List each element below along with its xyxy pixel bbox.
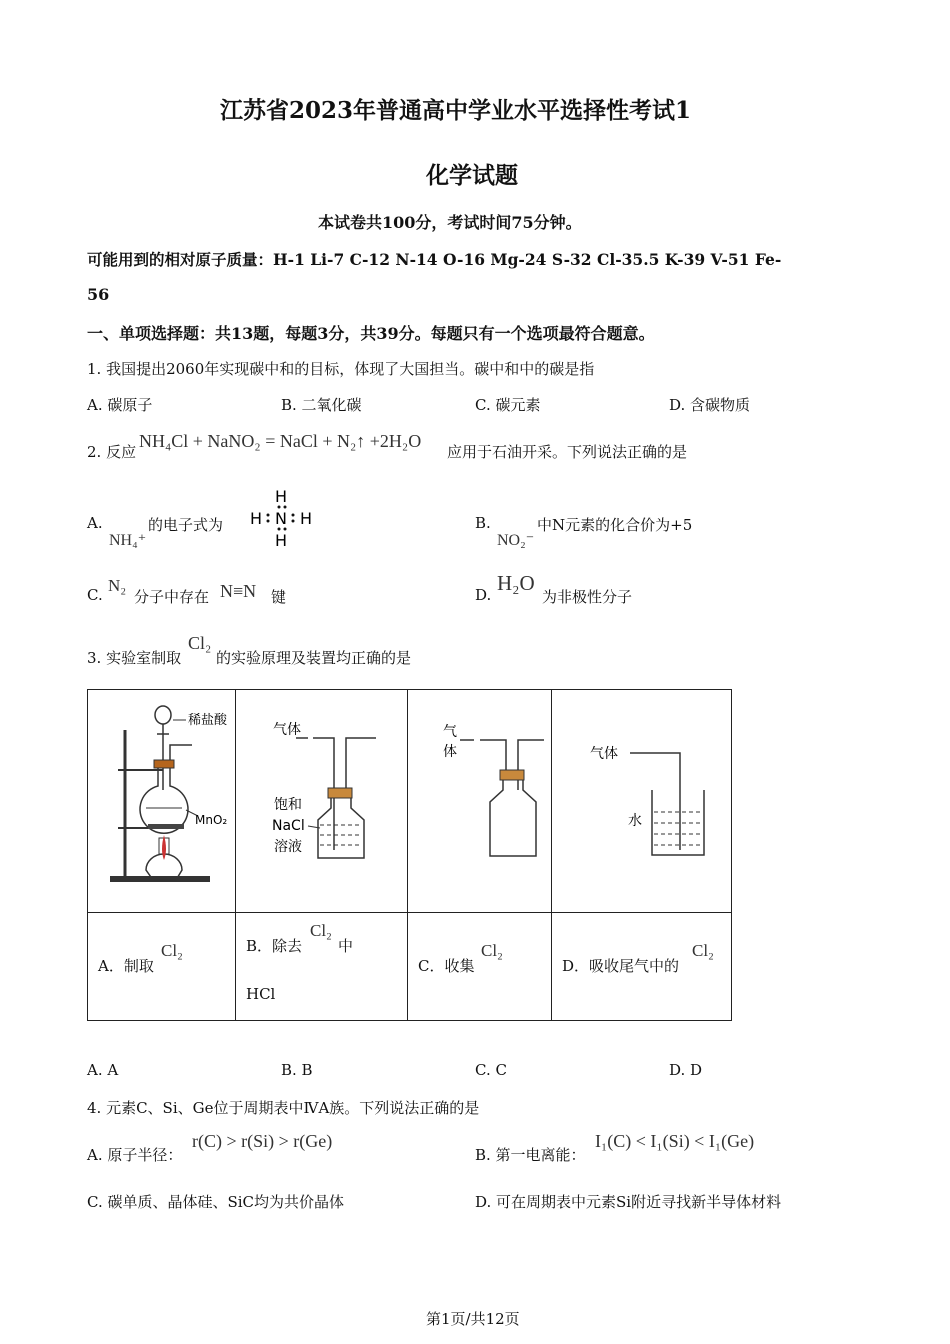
caption-b-formula: Cl₂ bbox=[310, 921, 332, 940]
q2-b-text: 中N元素的化合价为+5 bbox=[537, 516, 693, 534]
q3-option-b: B. B bbox=[281, 1061, 313, 1079]
q1-option-d: D. 含碳物质 bbox=[669, 396, 751, 414]
svg-text:N: N bbox=[275, 509, 287, 528]
fig-b-solution-3: 溶液 bbox=[274, 839, 302, 855]
fig-a-label-top: 稀盐酸 bbox=[188, 713, 228, 728]
caption-d-formula: Cl₂ bbox=[692, 941, 714, 960]
caption-b-text3: HCl bbox=[246, 985, 276, 1003]
q2-a-label: A. bbox=[87, 514, 103, 532]
svg-text:H: H bbox=[275, 487, 288, 506]
q4-c-text: C. 碳单质、晶体硅、SiC均为共价晶体 bbox=[87, 1193, 345, 1211]
caption-b-text: B．除去 bbox=[246, 937, 303, 955]
subject-title: 化学试题 bbox=[426, 162, 518, 189]
q2-d-label: D. bbox=[475, 586, 492, 604]
q2-stem-suffix: 应用于石油开采。下列说法正确的是 bbox=[447, 443, 688, 461]
q4-a-text: A. 原子半径： bbox=[87, 1146, 183, 1164]
caption-d-text: D．吸收尾气中的 bbox=[562, 957, 680, 975]
chlorine-generator-figure bbox=[88, 690, 235, 912]
q3-stem-suffix: 的实验原理及装置均正确的是 bbox=[216, 649, 412, 667]
exam-info: 本试卷共100分，考试时间75分钟。 bbox=[318, 213, 582, 232]
q2-a-formula: NH₄⁺ bbox=[109, 532, 147, 549]
apparatus-c bbox=[408, 690, 551, 912]
apparatus-a bbox=[88, 690, 235, 912]
caption-b bbox=[236, 913, 407, 1020]
q4-a-formula: r(C) > r(Si) > r(Ge) bbox=[192, 1131, 333, 1151]
caption-c-formula: Cl₂ bbox=[481, 941, 503, 960]
q2-c-text-mid: 分子中存在 bbox=[134, 588, 210, 606]
caption-c-text: C．收集 bbox=[418, 957, 475, 975]
q3-stem-prefix: 3. 实验室制取 bbox=[87, 649, 182, 667]
q1-option-b: B. 二氧化碳 bbox=[281, 396, 362, 414]
q1-option-a: A. 碳原子 bbox=[87, 396, 153, 414]
caption-a bbox=[88, 913, 235, 1020]
q4-d-text: D. 可在周期表中元素Si附近寻找新半导体材料 bbox=[475, 1193, 782, 1211]
fig-a-label-side: MnO₂ bbox=[195, 813, 228, 827]
section-heading: 一、单项选择题：共13题，每题3分，共39分。每题只有一个选项最符合题意。 bbox=[87, 324, 655, 343]
svg-text:H: H bbox=[275, 531, 288, 550]
fig-b-solution-1: 饱和 bbox=[274, 797, 302, 813]
atomic-masses-line2: 56 bbox=[87, 285, 110, 304]
q2-equation: NH₄Cl + NaNO₂ = NaCl + N₂↑ +2H₂O bbox=[139, 431, 422, 451]
q2-c-formula: N₂ bbox=[108, 576, 127, 595]
q3-stem-formula: Cl₂ bbox=[188, 633, 212, 653]
caption-a-text: A．制取 bbox=[98, 957, 154, 975]
caption-b-text2: 中 bbox=[338, 937, 354, 955]
fig-c-gas-1: 气 bbox=[443, 724, 457, 740]
tail-gas-absorption-figure bbox=[552, 690, 731, 912]
fig-d-gas: 气体 bbox=[590, 746, 618, 762]
wash-bottle-figure bbox=[236, 690, 407, 912]
apparatus-d bbox=[552, 690, 731, 912]
page-number: 第1页/共12页 bbox=[426, 1310, 520, 1328]
q2-b-label: B. bbox=[475, 514, 491, 532]
q2-a-text: 的电子式为 bbox=[148, 516, 224, 534]
q4-b-text: B. 第一电离能： bbox=[475, 1146, 586, 1164]
ammonium-electron-formula bbox=[246, 486, 326, 552]
caption-a-formula: Cl₂ bbox=[161, 941, 183, 960]
atomic-masses-line1: 可能用到的相对原子质量：H-1 Li-7 C-12 N-14 O-16 Mg-24 S-32 Cl-35.5 K-39 V-51 Fe- bbox=[87, 250, 782, 269]
svg-text:H: H bbox=[250, 509, 263, 528]
caption-d bbox=[552, 913, 731, 1020]
fig-b-gas: 气体 bbox=[273, 722, 301, 738]
q4-stem: 4. 元素C、Si、Ge位于周期表中ⅣA族。下列说法正确的是 bbox=[87, 1099, 480, 1117]
q2-b-formula: NO₂⁻ bbox=[497, 532, 535, 549]
q2-d-text: 为非极性分子 bbox=[542, 588, 633, 606]
q2-stem-prefix: 2. 反应 bbox=[87, 443, 137, 461]
gas-collection-bottle-figure bbox=[408, 690, 551, 912]
apparatus-table bbox=[87, 689, 732, 1021]
q3-option-a: A. A bbox=[87, 1061, 119, 1079]
q3-option-c: C. C bbox=[475, 1061, 507, 1079]
q4-b-formula: I₁(C) < I₁(Si) < I₁(Ge) bbox=[595, 1131, 755, 1151]
caption-c bbox=[408, 913, 551, 1020]
q1-stem: 1. 我国提出2060年实现碳中和的目标，体现了大国担当。碳中和中的碳是指 bbox=[87, 360, 595, 378]
fig-d-water: 水 bbox=[628, 813, 642, 829]
q1-option-c: C. 碳元素 bbox=[475, 396, 541, 414]
q2-c-bond: N≡N bbox=[220, 581, 257, 601]
q3-option-d: D. D bbox=[669, 1061, 703, 1079]
apparatus-b bbox=[236, 690, 407, 912]
svg-text:H: H bbox=[300, 509, 313, 528]
q2-c-text-end: 键 bbox=[271, 588, 287, 606]
fig-b-solution-2: NaCl bbox=[272, 818, 305, 834]
exam-title: 江苏省2023年普通高中学业水平选择性考试1 bbox=[220, 97, 692, 124]
fig-c-gas-2: 体 bbox=[443, 744, 457, 760]
q2-d-formula: H₂O bbox=[497, 571, 535, 595]
q2-c-label: C. bbox=[87, 586, 103, 604]
